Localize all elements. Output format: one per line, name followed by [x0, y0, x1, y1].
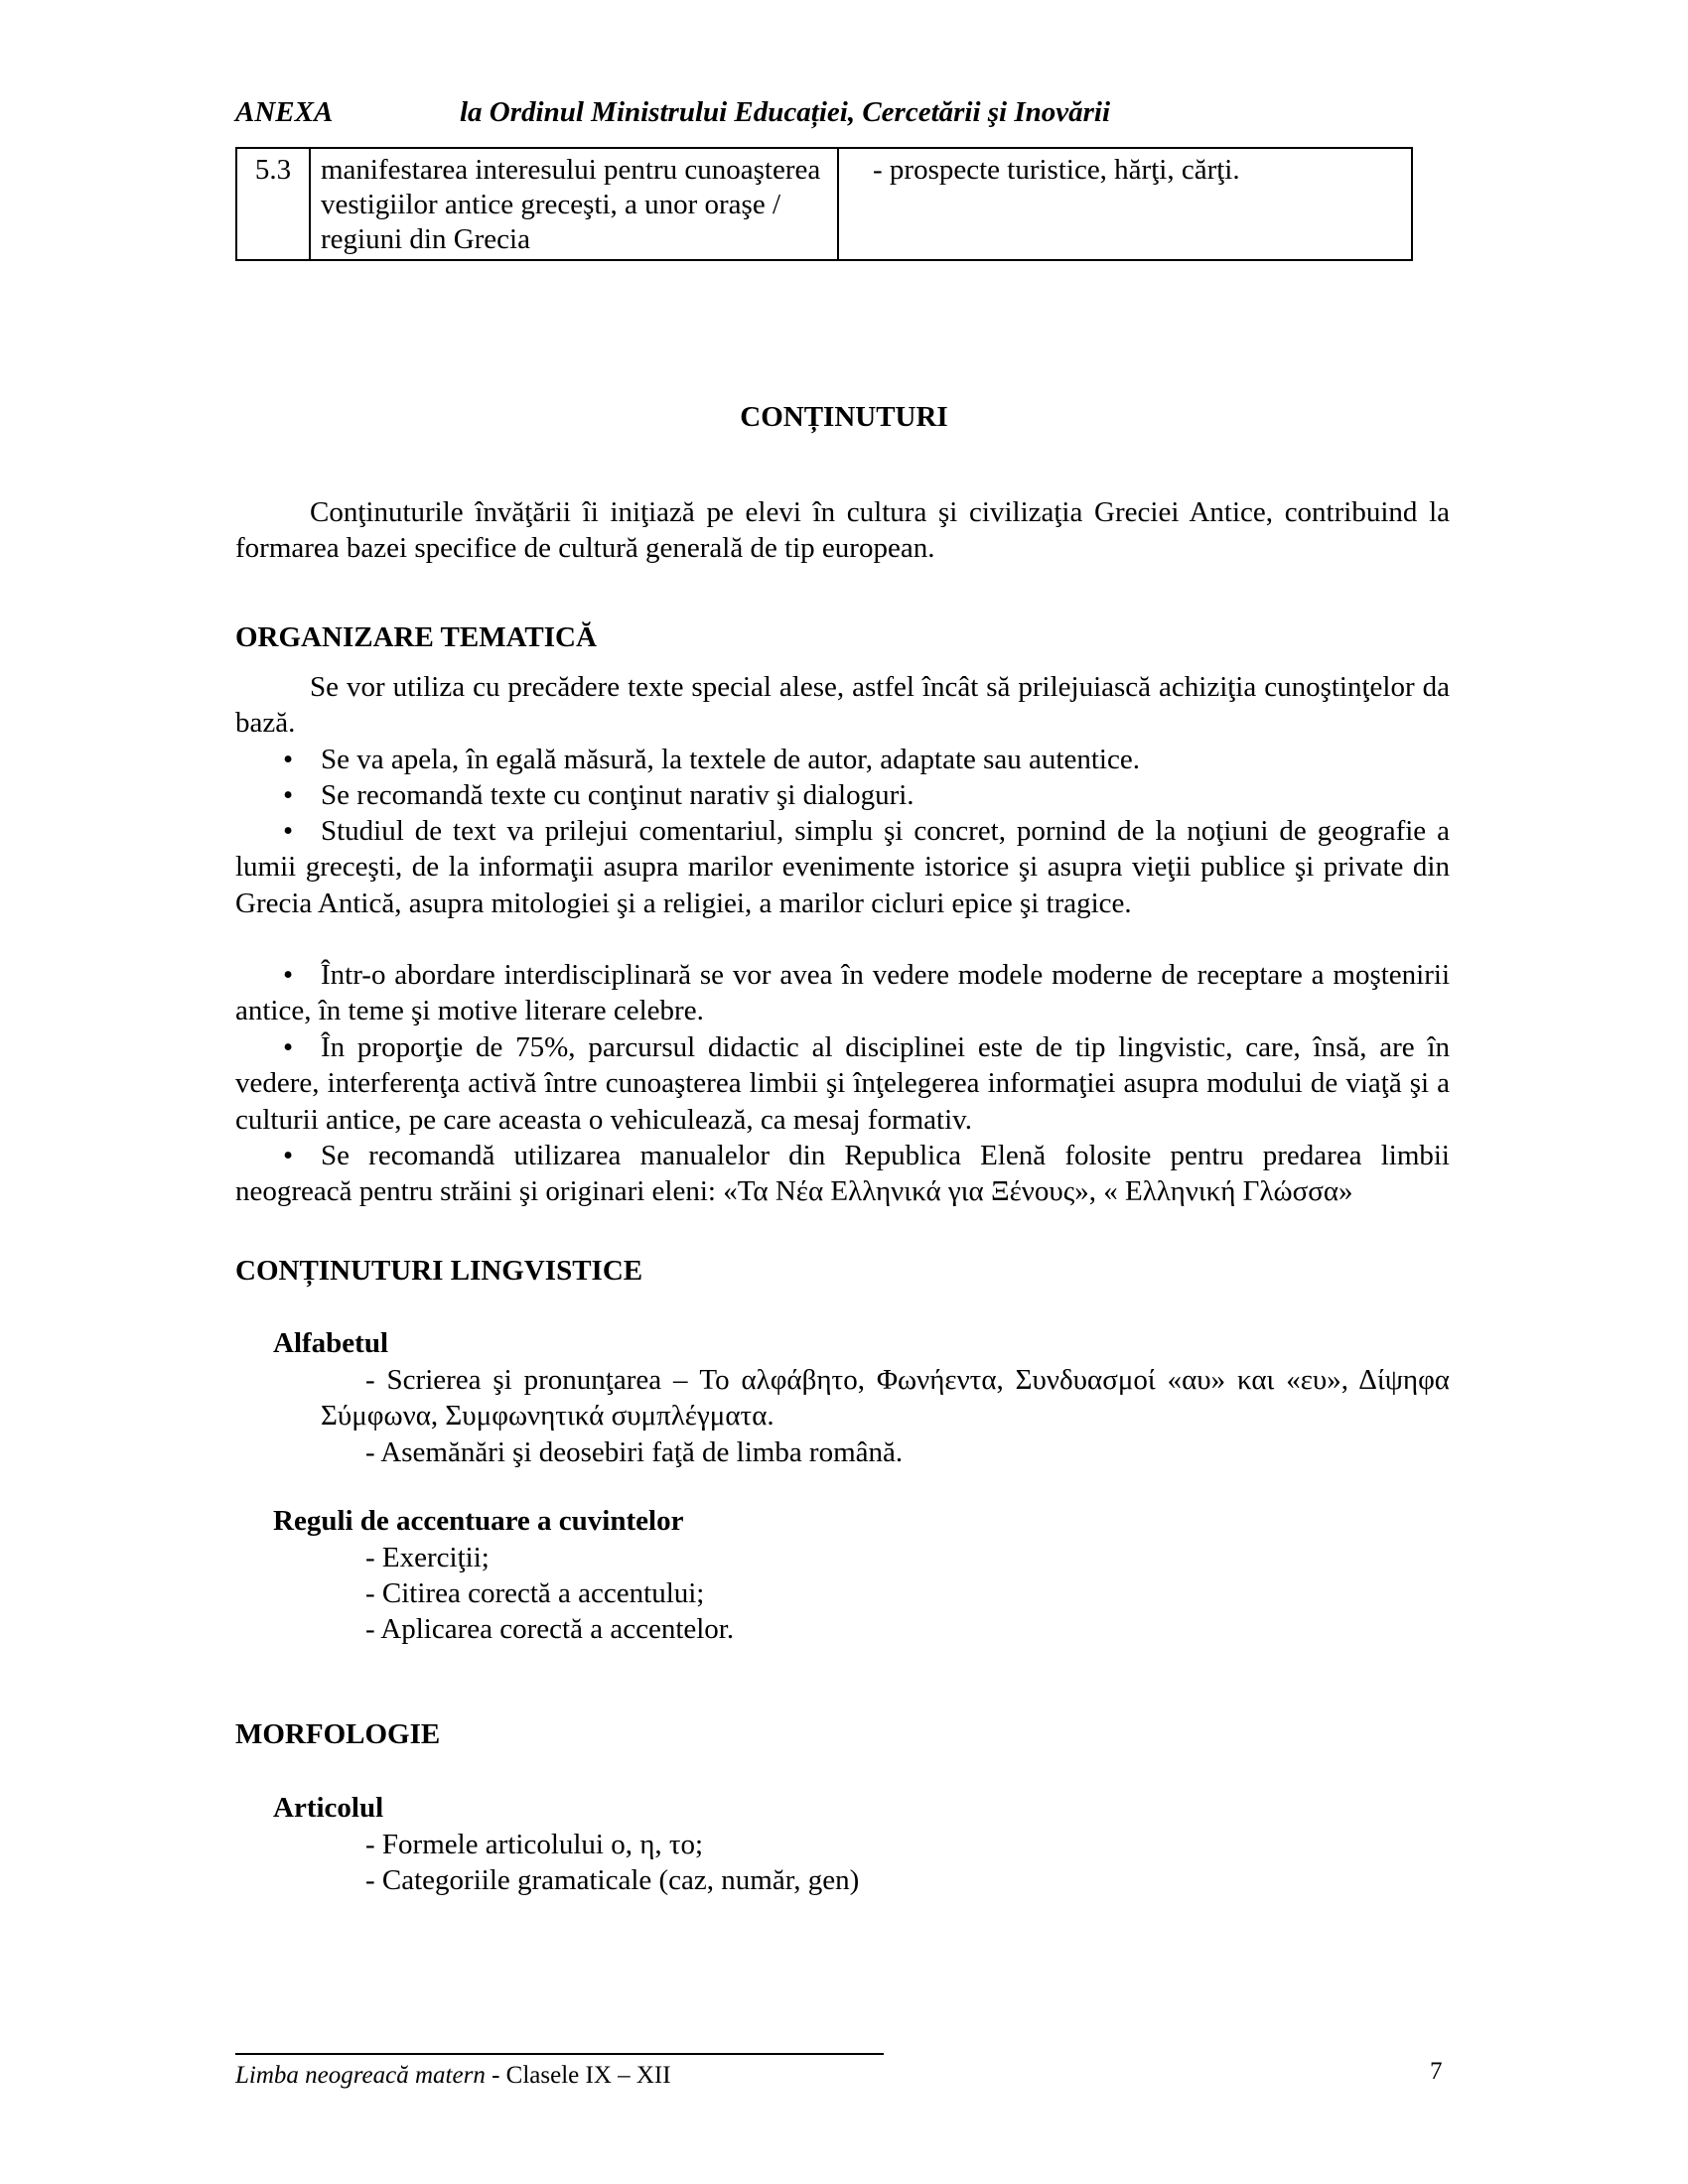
header-annex-label: ANEXA: [235, 96, 334, 128]
subsection-heading-articolul: Articolul: [273, 1792, 384, 1824]
footer-subject: Limba neogreacă matern: [235, 2062, 486, 2089]
alfabet-item: - Scrierea şi pronunţarea – Το αλφάβητο, Φωνήεντα, Συνδυασμοί «αυ» και «ευ», Δίψηφα Σύμφωνα, Συμφωνητικά συμπλέγματα.: [321, 1364, 1450, 1433]
section-heading-morfologie: MORFOLOGIE: [235, 1718, 441, 1750]
subsection-heading-reguli: Reguli de accentuare a cuvintelor: [273, 1505, 684, 1537]
list-item: [235, 957, 1450, 1029]
footer-classes: - Clasele IX – XII: [485, 2062, 671, 2089]
competences-table: [235, 147, 1413, 261]
articol-item: - Categoriile gramaticale (caz, număr, gen): [365, 1864, 860, 1896]
list-item: [235, 1138, 1450, 1210]
reguli-item: - Citirea corectă a accentului;: [365, 1577, 705, 1609]
table-row: [236, 148, 1412, 260]
list-item-text: Se va apela, în egală măsură, la textele de autor, adaptate sau autentice.: [321, 744, 1140, 775]
section-heading-lingvistice: CONȚINUTURI LINGVISTICE: [235, 1255, 643, 1287]
list-item: [235, 1029, 1450, 1138]
list-item-text: Studiul de text va prilejui comentariul, simplu şi concret, pornind de la noţiuni de geografie a lumii greceşti, de la informaţii asupra marilor evenimente istorice şi asupra vieţii publice şi private din Grecia Antică, asupra mitologiei şi a religiei, a marilor cicluri epice şi tragice.: [235, 815, 1450, 919]
bullet-icon: •: [283, 959, 294, 991]
page-number: 7: [1430, 2058, 1443, 2085]
reguli-item: - Exerciţii;: [365, 1542, 490, 1573]
footer-course-label: [235, 2061, 671, 2091]
list-item-text: Se recomandă texte cu conţinut narativ şi dialoguri.: [321, 779, 914, 811]
section-heading-organizare: ORGANIZARE TEMATICĂ: [235, 621, 597, 653]
resources-text: - prospecte turistice, hărţi, cărţi.: [873, 154, 1240, 186]
table-cell-resources: [838, 148, 1412, 260]
list-item-text: Se recomandă utilizarea manualelor din Republica Elenă folosite pentru predarea limbii neogreacă pentru străini şi originari eleni: «Τα Νέα Ελληνικά για Ξένους», « Ελληνική Γλώσσα»: [235, 1140, 1450, 1208]
intro-paragraph: Conţinuturile învăţării îi iniţiază pe elevi în cultura şi civilizaţia Greciei Antice, contribuind la formarea bazei specifice de cultură generală de tip european.: [235, 496, 1450, 565]
list-item: [235, 742, 1450, 777]
list-item: [235, 813, 1450, 921]
table-cell-number: 5.3: [236, 148, 310, 260]
bullet-icon: •: [283, 779, 294, 811]
reguli-item: - Aplicarea corectă a accentelor.: [365, 1613, 735, 1645]
organizare-lead: Se vor utiliza cu precădere texte special alese, astfel încât să prilejuiască achiziţia cunoştinţelor da bază.: [235, 671, 1450, 740]
list-item: [235, 777, 1450, 813]
bullet-icon: •: [283, 815, 294, 847]
bullet-icon: •: [283, 744, 294, 775]
list-item-text: În proporţie de 75%, parcursul didactic al disciplinei este de tip lingvistic, care, însă, are în vedere, interferenţa activă între cunoaşterea limbii şi înţelegerea informaţiei asupra modului de viaţă şi a culturii antice, pe care aceasta o vehiculează, ca mesaj formativ.: [235, 1031, 1450, 1136]
articol-item: - Formele articolului ο, η, το;: [365, 1829, 704, 1860]
page-title: CONȚINUTURI: [740, 401, 948, 433]
bullet-icon: •: [283, 1140, 294, 1171]
table-cell-description: manifestarea interesului pentru cunoaşterea vestigiilor antice greceşti, a unor oraşe / regiuni din Grecia: [310, 148, 838, 260]
footer-divider: [235, 2053, 884, 2055]
subsection-heading-alfabetul: Alfabetul: [273, 1327, 388, 1359]
header-order-title: la Ordinul Ministrului Educației, Cercetării şi Inovării: [460, 96, 1111, 128]
alfabet-item: - Asemănări şi deosebiri faţă de limba română.: [365, 1436, 904, 1468]
list-item-text: Într-o abordare interdisciplinară se vor avea în vedere modele moderne de receptare a moştenirii antice, în teme şi motive literare celebre.: [235, 959, 1450, 1027]
bullet-icon: •: [283, 1031, 294, 1063]
